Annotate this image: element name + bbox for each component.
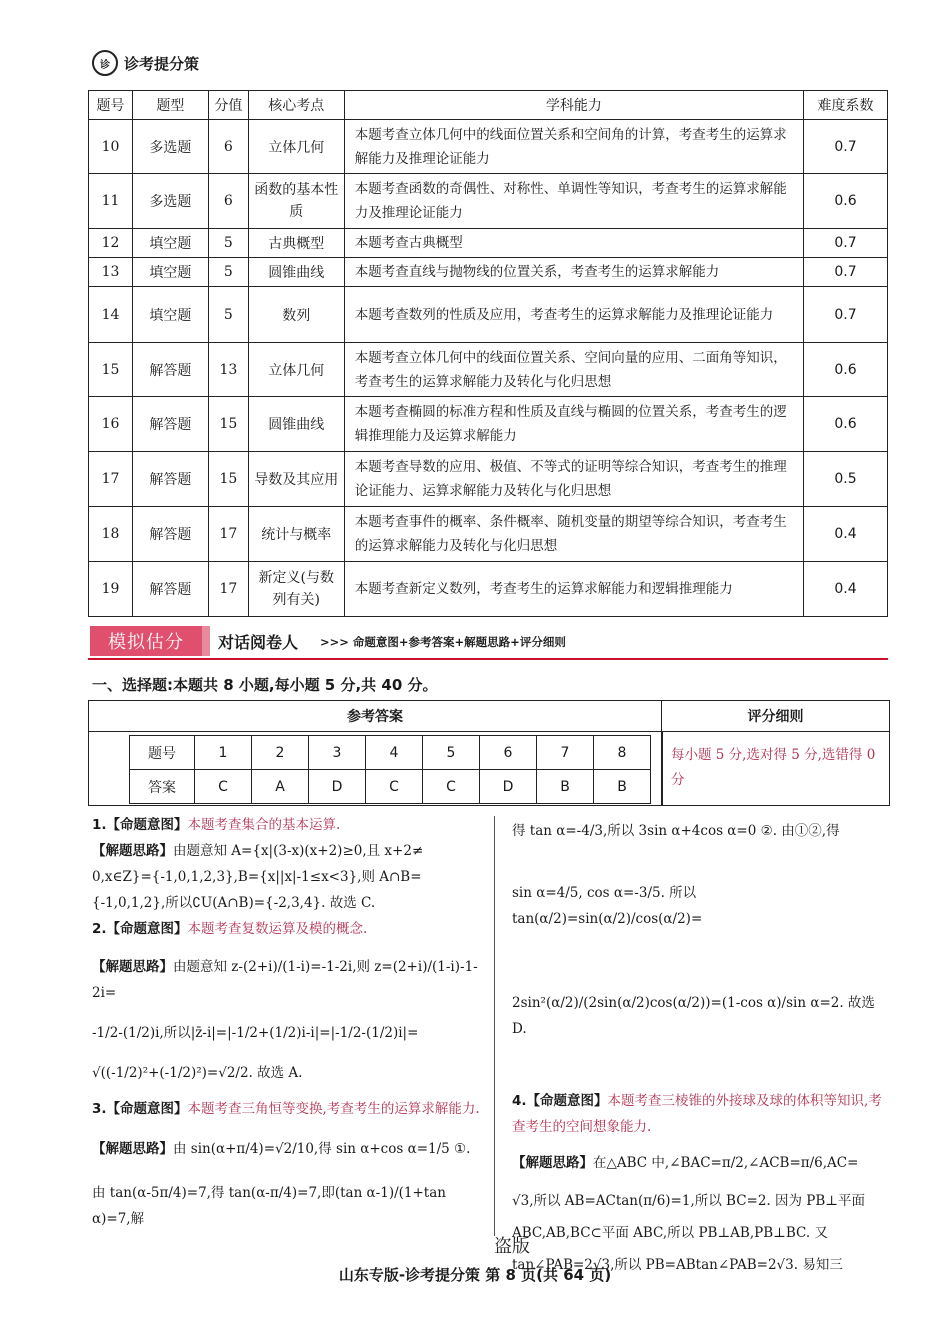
q1-tag: 1.【命题意图】 (92, 817, 188, 833)
simulation-tag-decoration (202, 626, 210, 656)
cell-no: 17 (89, 452, 133, 507)
answer-value: D (309, 770, 366, 804)
cell-point: 圆锥曲线 (248, 258, 344, 287)
answer-value: D (480, 770, 537, 804)
q3-solution-line: 由 sin(α+π/4)=√2/10,得 sin α+cos α=1/5 ①. (173, 1141, 471, 1157)
q4-solution-line: 在△ABC 中,∠BAC=π/2,∠ACB=π/6,AC= (593, 1155, 859, 1171)
simulation-title: 对话阅卷人 (218, 633, 299, 652)
cell-score: 6 (208, 120, 248, 174)
cell-difficulty: 0.7 (804, 229, 888, 258)
q3-intent: 本题考查三角恒等变换,考查考生的运算求解能力. (187, 1101, 480, 1117)
question-number: 1 (195, 736, 252, 770)
answer-value: A (252, 770, 309, 804)
cell-score: 5 (208, 258, 248, 287)
cell-ability: 本题考查古典概型 (344, 229, 803, 258)
left-column (92, 812, 484, 1232)
cell-point: 数列 (248, 287, 344, 343)
table-row (89, 507, 888, 562)
cell-difficulty: 0.7 (804, 120, 888, 174)
q4-solution-line: tan∠PAB=2√3,所以 PB=ABtan∠PAB=2√3. 易知三 (512, 1257, 843, 1273)
header-score: 分值 (208, 91, 248, 120)
cell-no: 19 (89, 562, 133, 617)
q3-continued-line: 2sin²(α/2)/(2sin(α/2)cos(α/2))=(1-cos α)/sin α=2. 故选 D. (512, 995, 875, 1037)
cell-ability: 本题考查立体几何中的线面位置关系、空间向量的应用、二面角等知识，考查考生的运算求解能力及转化与化归思想 (344, 343, 803, 397)
cell-ability: 本题考查立体几何中的线面位置关系和空间角的计算，考查考生的运算求解能力及推理论证能力 (344, 120, 803, 174)
header-ability: 学科能力 (344, 91, 803, 120)
answer-value: C (195, 770, 252, 804)
simulation-banner (88, 626, 888, 660)
table-row (89, 174, 888, 229)
brand-name: 诊考提分策 (124, 54, 200, 73)
q3-tag: 3.【命题意图】 (92, 1101, 188, 1117)
q1-solution-line: 0,x∈Z}={-1,0,1,2,3},B={x||x|-1≤x<3},则 A∩B= (92, 869, 422, 885)
q2-solution-line: -1/2-(1/2)i,所以|z̄-i|=|-1/2+(1/2)i-i|=|-1/2-(1/2)i|= (92, 1025, 419, 1041)
cell-ability: 本题考查导数的应用、极值、不等式的证明等综合知识，考查考生的推理论证能力、运算求解能力及转化与化归思想 (344, 452, 803, 507)
q1-solution-line: 由题意知 A={x|(3-x)(x+2)≥0,且 x+2≠ (173, 843, 424, 859)
cell-point: 统计与概率 (248, 507, 344, 562)
scoring-text: 每小题 5 分,选对得 5 分,选错得 0 分 (671, 747, 876, 788)
answer-table (129, 735, 651, 804)
table-row (89, 452, 888, 507)
table-row (89, 562, 888, 617)
cell-difficulty: 0.7 (804, 287, 888, 343)
question-number: 6 (480, 736, 537, 770)
cell-difficulty: 0.6 (804, 343, 888, 397)
header-type: 题型 (132, 91, 208, 120)
answer-value: B (537, 770, 594, 804)
table-row (89, 229, 888, 258)
cell-no: 13 (89, 258, 133, 287)
answer-row-label: 答案 (130, 770, 195, 804)
cell-type: 解答题 (132, 343, 208, 397)
table-row (89, 343, 888, 397)
cell-score: 17 (208, 562, 248, 617)
answer-value: C (366, 770, 423, 804)
cell-no: 16 (89, 397, 133, 452)
q1-solution-line: {-1,0,1,2},所以∁U(A∩B)={-2,3,4}. 故选 C. (92, 895, 376, 911)
table-row (89, 258, 888, 287)
cell-no: 14 (89, 287, 133, 343)
cell-difficulty: 0.6 (804, 397, 888, 452)
brand-logo-icon: 诊 (92, 50, 118, 76)
banner-rule (88, 658, 888, 660)
cell-type: 填空题 (132, 287, 208, 343)
cell-no: 18 (89, 507, 133, 562)
analysis-table-header (89, 91, 888, 120)
cell-ability: 本题考查函数的奇偶性、对称性、单调性等知识，考查考生的运算求解能力及推理论证能力 (344, 174, 803, 229)
cell-ability: 本题考查新定义数列，考查考生的运算求解能力和逻辑推理能力 (344, 562, 803, 617)
cell-no: 11 (89, 174, 133, 229)
question-number: 2 (252, 736, 309, 770)
answer-number-row (130, 736, 651, 770)
cell-type: 多选题 (132, 174, 208, 229)
cell-type: 多选题 (132, 120, 208, 174)
cell-score: 15 (208, 452, 248, 507)
cell-score: 5 (208, 229, 248, 258)
cell-point: 函数的基本性质 (248, 174, 344, 229)
reference-answer-heading: 参考答案 (89, 701, 662, 732)
scoring-heading: 评分细则 (662, 701, 889, 732)
cell-score: 13 (208, 343, 248, 397)
cell-score: 5 (208, 287, 248, 343)
q2-intent: 本题考查复数运算及模的概念. (187, 921, 368, 937)
header-no: 题号 (89, 91, 133, 120)
cell-type: 解答题 (132, 452, 208, 507)
cell-point: 导数及其应用 (248, 452, 344, 507)
cell-point: 古典概型 (248, 229, 344, 258)
cell-type: 填空题 (132, 229, 208, 258)
q1-intent: 本题考查集合的基本运算. (187, 817, 341, 833)
cell-point: 立体几何 (248, 343, 344, 397)
cell-difficulty: 0.6 (804, 174, 888, 229)
q4-intent: 本题考查三棱锥的外接球及球的体积等知识,考查考生的空间想象能力. (512, 1093, 882, 1135)
question-number: 4 (366, 736, 423, 770)
cell-point: 圆锥曲线 (248, 397, 344, 452)
q4-tag: 4.【命题意图】 (512, 1093, 608, 1109)
simulation-tag: 模拟估分 (90, 626, 202, 656)
cell-no: 10 (89, 120, 133, 174)
analysis-table (88, 90, 888, 617)
question-number: 3 (309, 736, 366, 770)
cell-no: 15 (89, 343, 133, 397)
answer-box (88, 700, 890, 806)
question-number: 8 (594, 736, 651, 770)
cell-ability: 本题考查事件的概率、条件概率、随机变量的期望等综合知识，考查考生的运算求解能力及转化与化归思想 (344, 507, 803, 562)
answer-value-row (130, 770, 651, 804)
header-point: 核心考点 (248, 91, 344, 120)
column-divider (494, 816, 495, 1236)
cell-ability: 本题考查数列的性质及应用，考查考生的运算求解能力及推理论证能力 (344, 287, 803, 343)
watermark-text: 盗版 (494, 1236, 530, 1257)
simulation-subtitle: >>> 命题意图+参考答案+解题思路+评分细则 (320, 635, 566, 649)
table-row (89, 287, 888, 343)
answer-box-divider (661, 731, 663, 805)
cell-type: 解答题 (132, 562, 208, 617)
cell-type: 填空题 (132, 258, 208, 287)
number-row-label: 题号 (130, 736, 195, 770)
q3-solution-line: 由 tan(α-5π/4)=7,得 tan(α-π/4)=7,即(tan α-1)/(1+tan α)=7,解 (92, 1185, 446, 1227)
right-column (512, 818, 890, 1278)
page-footer: 山东专版-诊考提分策 第 8 页(共 64 页) (338, 1266, 612, 1284)
cell-score: 17 (208, 507, 248, 562)
section-heading: 一、选择题:本题共 8 小题,每小题 5 分,共 40 分。 (92, 676, 438, 694)
cell-score: 15 (208, 397, 248, 452)
cell-ability: 本题考查直线与抛物线的位置关系，考查考生的运算求解能力 (344, 258, 803, 287)
cell-difficulty: 0.7 (804, 258, 888, 287)
brand-header (92, 50, 199, 76)
cell-no: 12 (89, 229, 133, 258)
q4-solution-line: ABC,AB,BC⊂平面 ABC,所以 PB⊥AB,PB⊥BC. 又 (512, 1225, 828, 1241)
cell-point: 新定义(与数列有关) (248, 562, 344, 617)
q1-solution-tag: 【解题思路】 (92, 843, 173, 859)
cell-ability: 本题考查椭圆的标准方程和性质及直线与椭圆的位置关系，考查考生的逻辑推理能力及运算求解能力 (344, 397, 803, 452)
question-number: 7 (537, 736, 594, 770)
cell-difficulty: 0.4 (804, 562, 888, 617)
cell-difficulty: 0.4 (804, 507, 888, 562)
table-row (89, 397, 888, 452)
q3-continued-line: 得 tan α=-4/3,所以 3sin α+4cos α=0 ②. 由①②,得 (512, 823, 840, 839)
q2-solution-line: 由题意知 z-(2+i)/(1-i)=-1-2i,则 z=(2+i)/(1-i)-1-2i= (92, 959, 478, 1001)
q2-solution-line: √((-1/2)²+(-1/2)²)=√2/2. 故选 A. (92, 1065, 303, 1081)
cell-score: 6 (208, 174, 248, 229)
q2-solution-tag: 【解题思路】 (92, 959, 173, 975)
cell-point: 立体几何 (248, 120, 344, 174)
answer-value: C (423, 770, 480, 804)
q3-continued-line: sin α=4/5, cos α=-3/5. 所以 tan(α/2)=sin(α/2)/cos(α/2)= (512, 885, 703, 927)
cell-type: 解答题 (132, 507, 208, 562)
q3-solution-tag: 【解题思路】 (92, 1141, 173, 1157)
q2-tag: 2.【命题意图】 (92, 921, 188, 937)
q4-solution-tag: 【解题思路】 (512, 1155, 593, 1171)
header-difficulty: 难度系数 (804, 91, 888, 120)
cell-type: 解答题 (132, 397, 208, 452)
q4-solution-line: √3,所以 AB=ACtan(π/6)=1,所以 BC=2. 因为 PB⊥平面 (512, 1193, 866, 1209)
question-number: 5 (423, 736, 480, 770)
answer-value: B (594, 770, 651, 804)
table-row (89, 120, 888, 174)
cell-difficulty: 0.5 (804, 452, 888, 507)
